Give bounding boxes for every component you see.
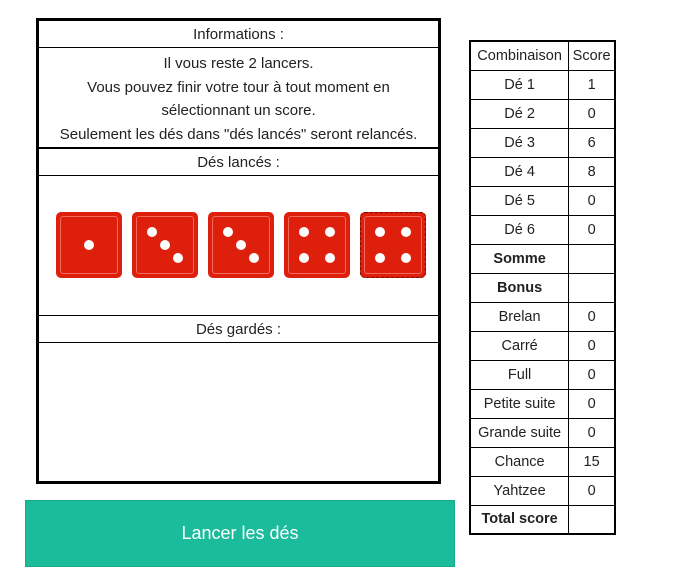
die-pip — [84, 240, 94, 250]
score-row-de-4[interactable] — [470, 157, 615, 186]
score-value — [569, 505, 615, 534]
combination-label: Dé 3 — [470, 128, 569, 157]
die-pip — [401, 227, 411, 237]
game-board — [36, 18, 441, 484]
score-row-de-6[interactable] — [470, 215, 615, 244]
score-row-de-3[interactable] — [470, 128, 615, 157]
combination-label: Bonus — [470, 273, 569, 302]
info-line: sélectionnant un score. — [161, 102, 316, 119]
combination-label: Grande suite — [470, 418, 569, 447]
score-table — [469, 40, 616, 535]
rolled-dice-title: Dés lancés : — [39, 149, 438, 176]
die-pip — [325, 227, 335, 237]
info-line: Vous pouvez finir votre tour à tout moment en — [87, 78, 390, 96]
score-value[interactable]: 0 — [569, 476, 615, 505]
die-pip — [236, 240, 246, 250]
combination-label: Chance — [470, 447, 569, 476]
score-row-yahtzee[interactable] — [470, 476, 615, 505]
header-combinaison: Combinaison — [470, 41, 569, 70]
combination-label: Somme — [470, 244, 569, 273]
score-value[interactable]: 8 — [569, 157, 615, 186]
score-row-bonus — [470, 273, 615, 302]
combination-label: Brelan — [470, 302, 569, 331]
combination-label: Total score — [470, 505, 569, 534]
score-row-de-2[interactable] — [470, 99, 615, 128]
combination-label: Carré — [470, 331, 569, 360]
die-pip — [160, 240, 170, 250]
die-5[interactable] — [360, 212, 426, 278]
info-message — [39, 48, 438, 149]
kept-dice-area[interactable] — [39, 343, 438, 483]
score-row-carre[interactable] — [470, 331, 615, 360]
combination-label: Dé 6 — [470, 215, 569, 244]
die-4[interactable] — [284, 212, 350, 278]
die-pip — [375, 227, 385, 237]
score-value[interactable]: 0 — [569, 418, 615, 447]
score-row-total-score — [470, 505, 615, 534]
score-value[interactable]: 0 — [569, 389, 615, 418]
score-row-petite-suite[interactable] — [470, 389, 615, 418]
score-row-de-5[interactable] — [470, 186, 615, 215]
score-row-de-1[interactable] — [470, 70, 615, 99]
score-row-full[interactable] — [470, 360, 615, 389]
score-value[interactable]: 6 — [569, 128, 615, 157]
roll-dice-button[interactable]: Lancer les dés — [25, 500, 455, 567]
die-pip — [299, 253, 309, 263]
score-row-brelan[interactable] — [470, 302, 615, 331]
score-value[interactable]: 0 — [569, 186, 615, 215]
combination-label: Dé 1 — [470, 70, 569, 99]
dice-row — [56, 212, 426, 278]
score-row-grande-suite[interactable] — [470, 418, 615, 447]
die-pip — [223, 227, 233, 237]
score-value[interactable]: 15 — [569, 447, 615, 476]
score-row-chance[interactable] — [470, 447, 615, 476]
info-title: Informations : — [39, 21, 438, 48]
score-row-somme — [470, 244, 615, 273]
combination-label: Dé 5 — [470, 186, 569, 215]
score-table-header — [470, 41, 615, 70]
die-pip — [147, 227, 157, 237]
header-score: Score — [569, 41, 615, 70]
die-3[interactable] — [208, 212, 274, 278]
rolled-dice-area — [39, 176, 438, 316]
die-pip — [375, 253, 385, 263]
combination-label: Dé 4 — [470, 157, 569, 186]
score-value[interactable]: 0 — [569, 360, 615, 389]
combination-label: Dé 2 — [470, 99, 569, 128]
die-1[interactable] — [56, 212, 122, 278]
score-value[interactable]: 0 — [569, 99, 615, 128]
info-line: Seulement les dés dans "dés lancés" seront relancés. — [59, 125, 418, 143]
score-value[interactable]: 1 — [569, 70, 615, 99]
score-value[interactable]: 0 — [569, 331, 615, 360]
score-value — [569, 273, 615, 302]
die-pip — [299, 227, 309, 237]
score-value[interactable]: 0 — [569, 302, 615, 331]
die-pip — [173, 253, 183, 263]
die-pip — [401, 253, 411, 263]
combination-label: Yahtzee — [470, 476, 569, 505]
die-pip — [325, 253, 335, 263]
combination-label: Petite suite — [470, 389, 569, 418]
combination-label: Full — [470, 360, 569, 389]
score-value — [569, 244, 615, 273]
info-line: Il vous reste 2 lancers. — [163, 55, 314, 72]
die-2[interactable] — [132, 212, 198, 278]
die-pip — [249, 253, 259, 263]
kept-dice-title: Dés gardés : — [39, 316, 438, 343]
score-value[interactable]: 0 — [569, 215, 615, 244]
